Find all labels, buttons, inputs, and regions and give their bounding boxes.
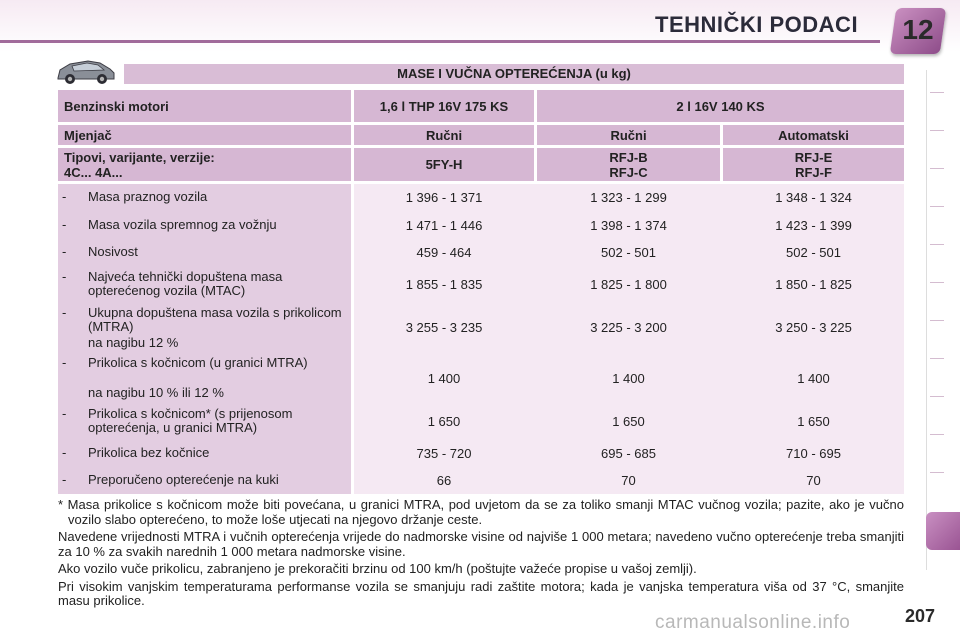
page-title: TEHNIČKI PODACI [655,12,859,37]
header-rule [0,40,880,43]
table-cell: 502 - 501 [786,245,841,260]
table-row-label [62,218,352,232]
note-paragraph: Pri visokim vanjskim temperaturama performanse vozila se smanjuju radi zaštite motora; kada je vanjska temperatura viša od 37 °C, smanjite masu prikolice. [58,578,904,608]
table-row-label [62,446,352,460]
row-dash: - [62,217,67,232]
engine-1: 1,6 l THP 16V 175 KS [354,90,534,122]
engine-2: 2 l 16V 140 KS [537,90,904,122]
row-label-text: Najveća tehnički dopuštena masa opterećenog vozila (MTAC) [88,269,283,298]
row-dash: - [62,189,67,204]
row-label-text: Nosivost [88,244,138,259]
rail-tick [930,358,944,359]
rail-tick [930,244,944,245]
table-cell: 1 396 - 1 371 [405,190,483,205]
row-dash: - [62,244,67,259]
table-cell: 1 323 - 1 299 [590,190,667,205]
gearbox-value: Automatski [723,125,904,145]
row-label-text: Ukupna dopuštena masa vozila s prikolicom (MTRA) [88,305,342,334]
row-dash: - [62,305,67,320]
table-cell: 1 650 [427,414,461,429]
rail-tick [930,396,944,397]
row-sublabel: na nagibu 10 % ili 12 % [88,385,224,400]
row-sublabel: na nagibu 12 % [88,335,179,350]
table-row-label [62,190,352,204]
row-dash: - [62,269,67,284]
gearbox-label: Mjenjač [58,125,351,145]
rail-tick [930,320,944,321]
table-cell: 695 - 685 [601,446,656,461]
table-row-label [62,407,352,435]
table-cell: 710 - 695 [786,446,841,461]
table-cell: 1 398 - 1 374 [590,218,667,233]
type-code: RFJ-E [794,150,833,165]
rail-tick [930,168,944,169]
table-cell: 1 650 [797,414,830,429]
table-cell: 1 423 - 1 399 [775,218,852,233]
type-code: RFJ-C [609,165,648,180]
table-row-label [62,356,352,400]
table-row-label [62,473,352,487]
rail-tick [930,434,944,435]
type-cell [537,148,720,181]
engine-header-row [58,90,904,122]
types-label-line: 4C... 4A... [64,165,123,180]
car-icon [54,56,118,86]
page-number: 207 [905,606,936,626]
rail-tick [930,206,944,207]
types-row [58,148,904,181]
row-label-text: Masa praznog vozila [88,189,208,204]
table-row-label [62,306,352,350]
table-cell: 66 [436,473,452,488]
row-dash: - [62,472,67,487]
table-cell: 70 [621,473,636,488]
table-cell: 3 255 - 3 235 [405,320,483,335]
rail-tick [930,92,944,93]
rail-tick [930,282,944,283]
table-cell: 735 - 720 [416,446,472,461]
table-cell: 1 400 [612,371,645,386]
table-cell: 1 471 - 1 446 [405,218,483,233]
row-label-text: Prikolica s kočnicom* (s prijenosom opterećenja, u granici MTRA) [88,406,293,435]
footnote: * Masa prikolice s kočnicom može biti povećana, u granici MTRA, pod uvjetom da se za toliko smanji MTAC vučnog vozila; pazite, ako je vučno vozilo slabo opterećeno, to može loše utjecati na njegovo držanje ceste. [58,497,904,527]
table-cell: 1 825 - 1 800 [590,277,667,292]
types-label-line: Tipovi, varijante, verzije: [64,150,215,165]
chapter-tab-active[interactable] [926,512,960,550]
table-cell: 1 400 [427,371,461,386]
engine-label: Benzinski motori [58,90,351,122]
table-title: MASE I VUČNA OPTEREĆENJA (u kg) [124,64,904,84]
chapter-number: 12 [902,14,934,45]
note-paragraph: Ako vozilo vuče prikolicu, zabranjeno je prekoračiti brzinu od 100 km/h (poštujte važeće propise u vašoj zemlji). [58,561,697,576]
type-code: RFJ-B [609,150,648,165]
row-dash: - [62,406,67,421]
rail-tick [930,130,944,131]
table-cell: 459 - 464 [416,245,472,260]
gearbox-value: Ručni [537,125,720,145]
table-cell: 1 348 - 1 324 [775,190,852,205]
type-code: 5FY-H [425,157,463,172]
table-cell: 1 650 [612,414,645,429]
table-cell: 3 225 - 3 200 [590,320,667,335]
gearbox-value: Ručni [354,125,534,145]
type-cell [354,148,534,181]
row-label-text: Masa vozila spremnog za vožnju [88,217,277,232]
note-paragraph: Navedene vrijednosti MTRA i vučnih opterećenja vrijede do nadmorske visine od najviše 1 000 metara; navedeno vučno opterećenje treba smanjiti za 10 % za svakih narednih 1 000 metara nadmorske visine. [58,529,904,559]
type-cell [723,148,904,181]
rail-tick [930,472,944,473]
table-row-label [62,270,352,298]
type-code: RFJ-F [795,165,832,180]
table-cell: 3 250 - 3 225 [775,320,852,335]
table-row-label [62,245,352,259]
types-label [58,148,351,181]
row-label-text: Prikolica s kočnicom (u granici MTRA) [88,355,308,370]
row-label-text: Preporučeno opterećenje na kuki [88,472,279,487]
gearbox-row [58,125,904,145]
table-cell: 70 [806,473,821,488]
watermark: carmanualsonline.info [655,612,851,633]
table-cell: 1 850 - 1 825 [775,277,852,292]
row-dash: - [62,355,67,370]
table-cell: 502 - 501 [601,245,656,260]
row-dash: - [62,445,67,460]
table-cell: 1 855 - 1 835 [405,277,483,292]
row-label-text: Prikolica bez kočnice [88,445,210,460]
table-cell: 1 400 [797,371,830,386]
notes-section [58,498,904,612]
